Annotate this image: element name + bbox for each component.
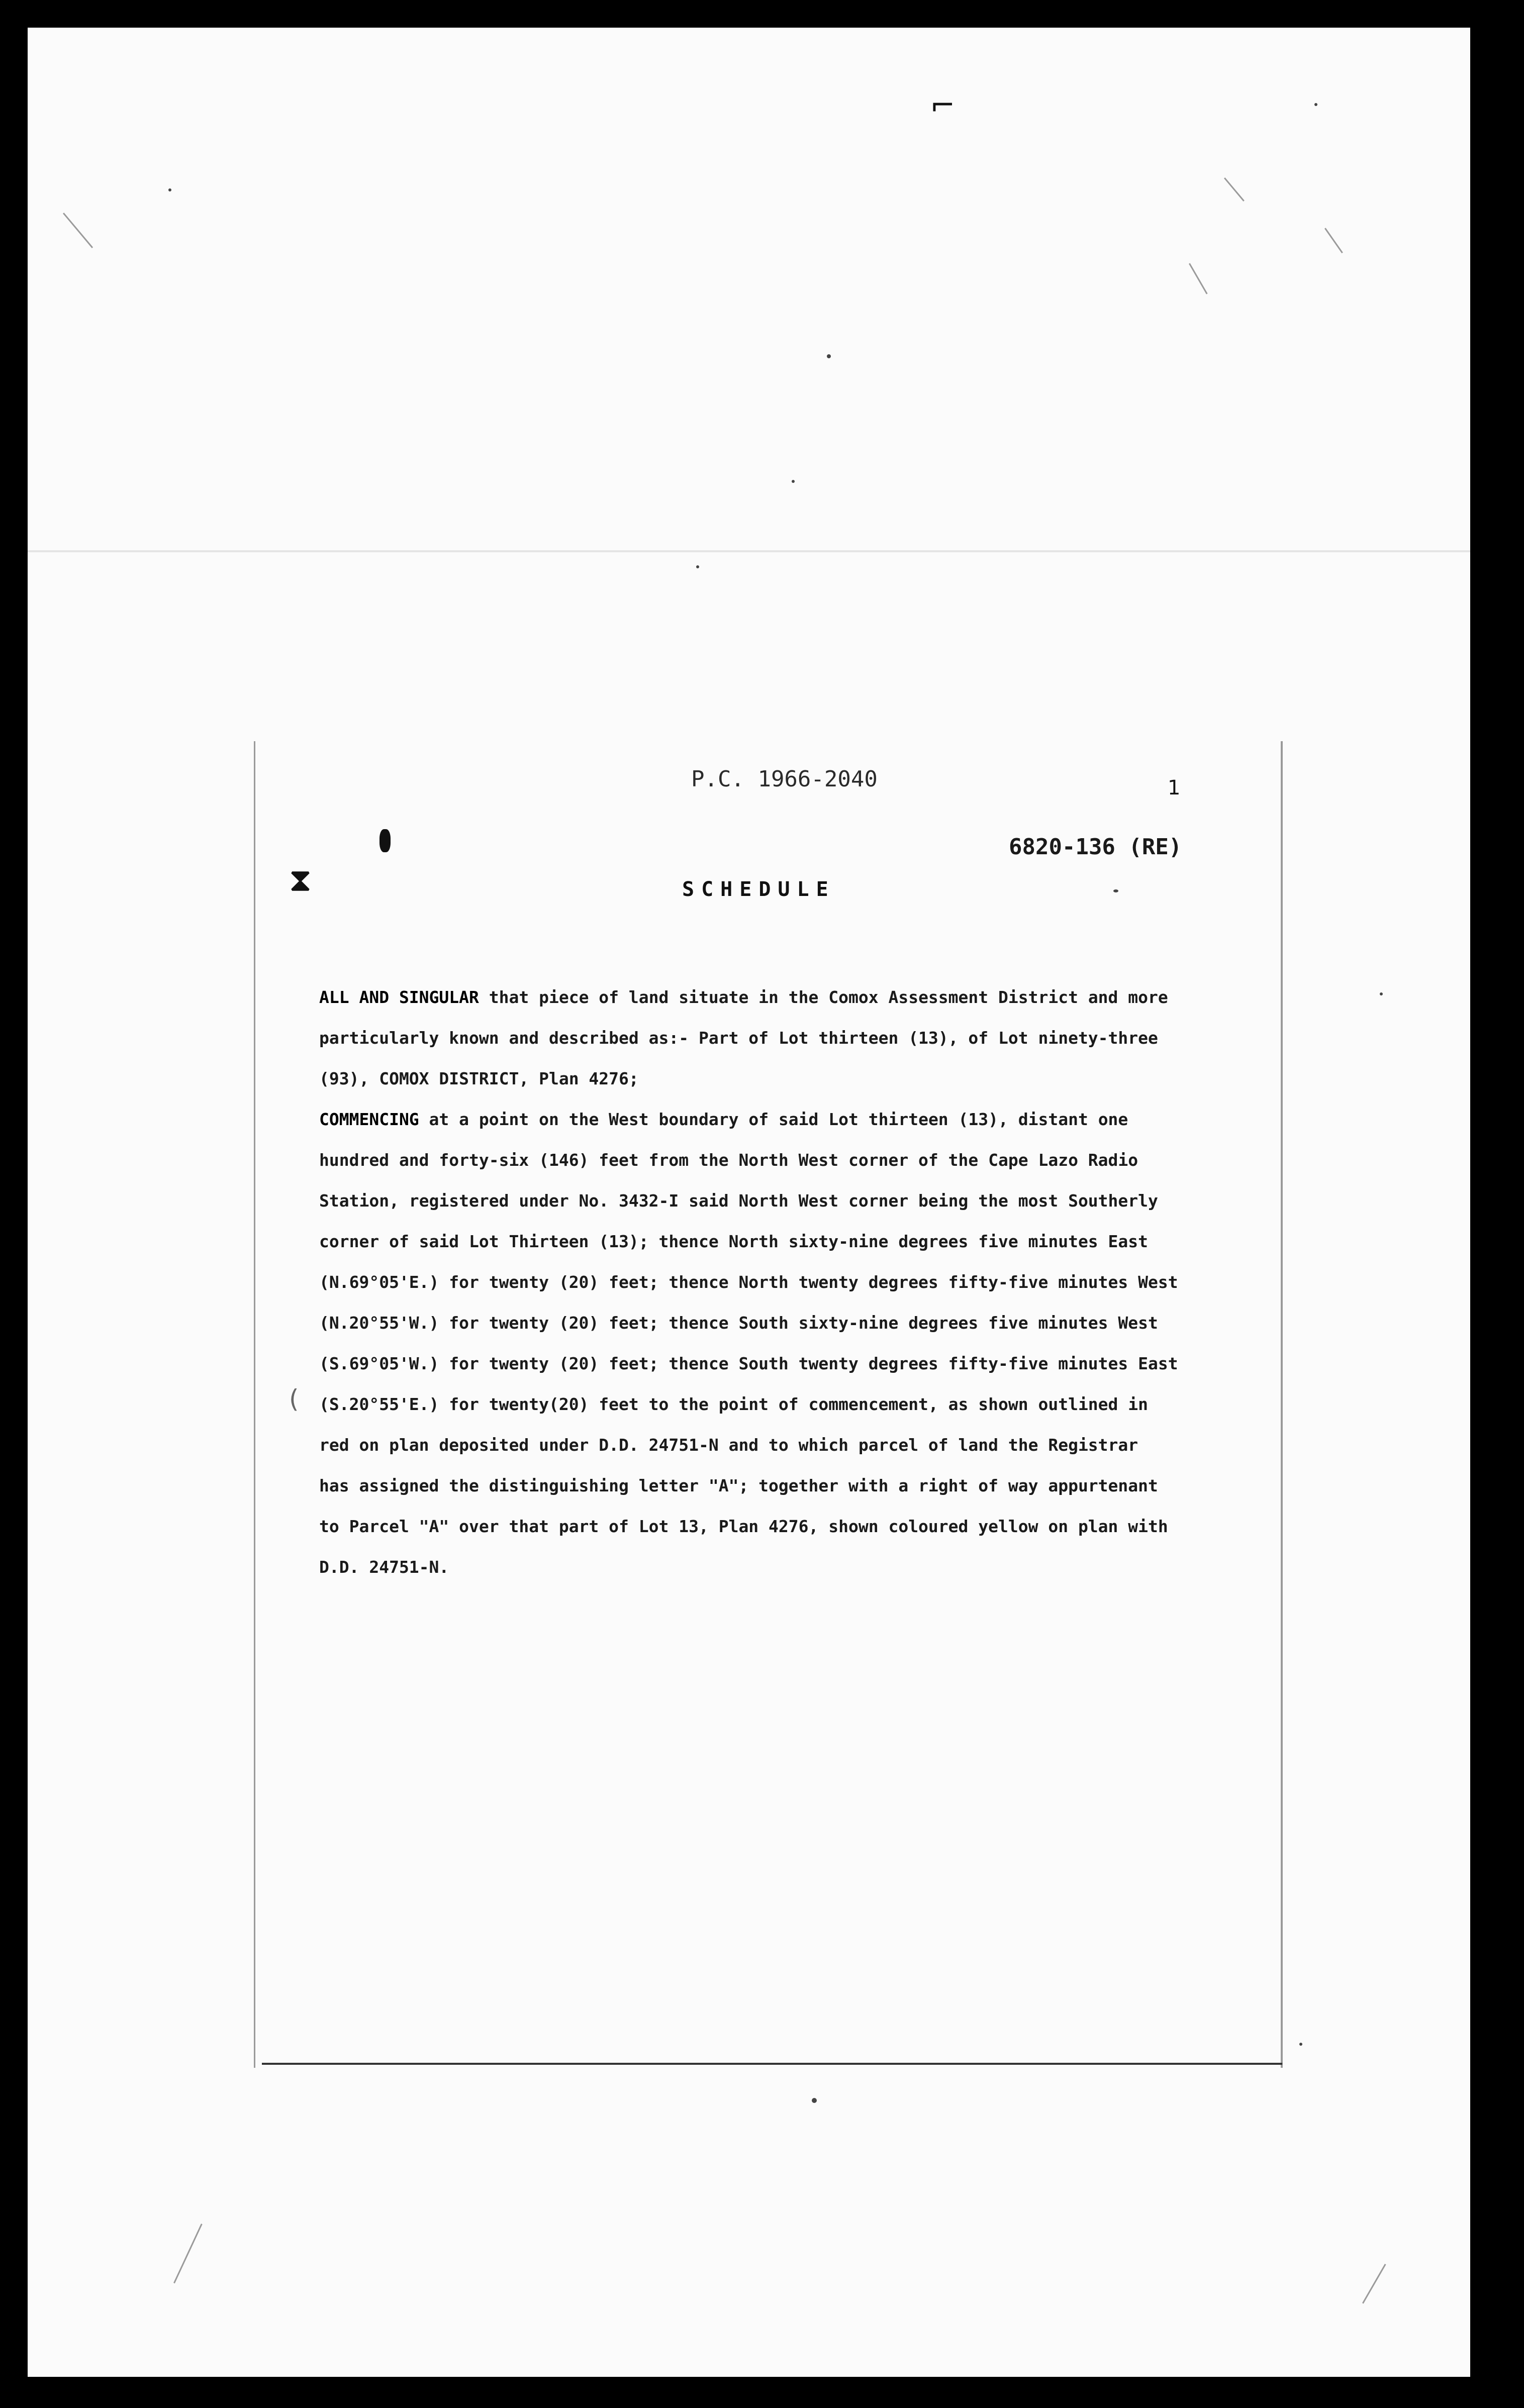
line-text: has assigned the distinguishing letter "A"; together with a right of way appurtenant [319,1476,1158,1495]
page-left-edge [254,741,255,2068]
scan-speck [1113,889,1118,892]
scan-scratch [1189,263,1208,294]
body-line [319,1384,1234,1425]
body-line [319,1302,1234,1343]
scan-speck [812,2098,817,2103]
line-lead: COMMENCING [319,1110,419,1129]
page-number-mark: 1 [1168,776,1181,799]
line-text: that piece of land situate in the Comox Assessment District and more [479,987,1168,1007]
body-line [319,1140,1234,1180]
scan-scratch [63,213,93,248]
line-text: (S.69°05'W.) for twenty (20) feet; thence South twenty degrees fifty-five minutes East [319,1354,1178,1373]
scan-speck [168,188,171,191]
body-line [319,1506,1234,1547]
line-text: hundred and forty-six (146) feet from the North West corner of the Cape Lazo Radio [319,1150,1138,1170]
line-text: to Parcel "A" over that part of Lot 13, Plan 4276, shown coloured yellow on plan with [319,1517,1168,1536]
page-bottom-edge [262,2063,1282,2065]
body-line [319,1547,1234,1587]
scan-speck [1314,103,1317,106]
body-line [319,1221,1234,1262]
body-line [319,1465,1234,1506]
scan-speck [827,354,831,358]
line-text: corner of said Lot Thirteen (13); thence North sixty-nine degrees five minutes East [319,1232,1149,1251]
scan-speck [1380,992,1383,995]
scan-speck [696,565,699,568]
body-line [319,1018,1234,1058]
line-text: (N.20°55'W.) for twenty (20) feet; thence South sixty-nine degrees five minutes West [319,1313,1158,1333]
line-text: particularly known and described as:- Part of Lot thirteen (13), of Lot ninety-three [319,1028,1158,1048]
line-text: (93), COMOX DISTRICT, Plan 4276; [319,1069,639,1088]
body-line [319,1180,1234,1221]
schedule-title: SCHEDULE [682,878,835,901]
scan-scratch [1362,2264,1386,2303]
body-line [319,1343,1234,1384]
schedule-body [319,977,1234,1587]
scan-scratch [1224,177,1245,202]
body-line [319,1425,1234,1465]
line-text: (S.20°55'E.) for twenty(20) feet to the point of commencement, as shown outlined in [319,1394,1149,1414]
body-line [319,1058,1234,1099]
line-text: red on plan deposited under D.D. 24751-N and to which parcel of land the Registrar [319,1435,1138,1455]
line-text: at a point on the West boundary of said Lot thirteen (13), distant one [419,1110,1128,1129]
scan-scratch [1324,228,1343,253]
body-line [319,977,1234,1018]
line-text: Station, registered under No. 3432-I said North West corner being the most Southerly [319,1191,1158,1211]
hole-punch-mark [379,829,391,852]
pc-reference: P.C. 1966-2040 [691,766,878,792]
page-fold-line [28,550,1470,552]
file-reference: 6820-136 (RE) [1009,834,1182,860]
margin-bracket-mark: ( [289,1384,299,1414]
line-lead: ALL AND SINGULAR [319,987,479,1007]
body-line [319,1262,1234,1302]
binding-mark: ⧗ [289,862,312,899]
scan-scratch [173,2224,203,2283]
page-right-edge [1281,741,1283,2068]
body-line [319,1099,1234,1140]
line-text: (N.69°05'E.) for twenty (20) feet; thence North twenty degrees fifty-five minutes West [319,1272,1178,1292]
line-text: D.D. 24751-N. [319,1557,449,1577]
scan-speck [1299,2043,1302,2046]
scan-speck [792,480,795,483]
pen-mark: ⌐ [930,88,956,123]
